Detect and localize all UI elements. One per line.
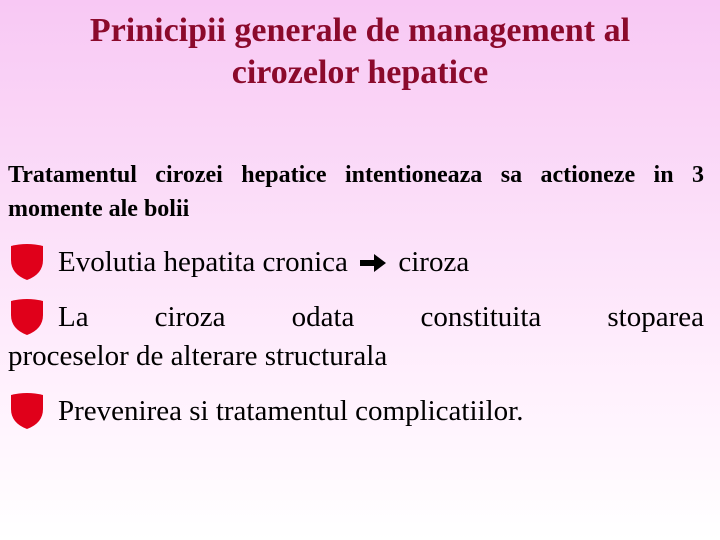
bullet-item-ciroza-cont xyxy=(8,334,704,379)
arrow-right-icon xyxy=(359,252,387,274)
bullet-item-prevenirea xyxy=(8,389,704,434)
bullet-text: Prevenirea si tratamentul complicatiilor. xyxy=(58,395,524,427)
bullet-text-after: ciroza xyxy=(398,246,470,278)
bullet-text-line1: La ciroza odata constituita stoparea xyxy=(58,301,704,333)
slide-title-line1: Prinicipii generale de management al xyxy=(89,12,631,49)
shield-icon xyxy=(8,297,46,337)
shield-icon xyxy=(8,391,46,431)
intro-paragraph: Tratamentul cirozei hepatice intentioneaza sa actioneze in 3 momente ale bolii xyxy=(8,162,704,222)
bullet-item-evolutia xyxy=(8,240,704,285)
bullet-text-before: Evolutia hepatita cronica xyxy=(58,246,348,278)
bullet-list xyxy=(8,240,704,444)
bullet-text-line2: proceselor de alterare structurala xyxy=(8,340,388,372)
shield-icon xyxy=(8,242,46,282)
slide-title xyxy=(0,10,720,94)
slide-title-line2: cirozelor hepatice xyxy=(231,54,489,91)
